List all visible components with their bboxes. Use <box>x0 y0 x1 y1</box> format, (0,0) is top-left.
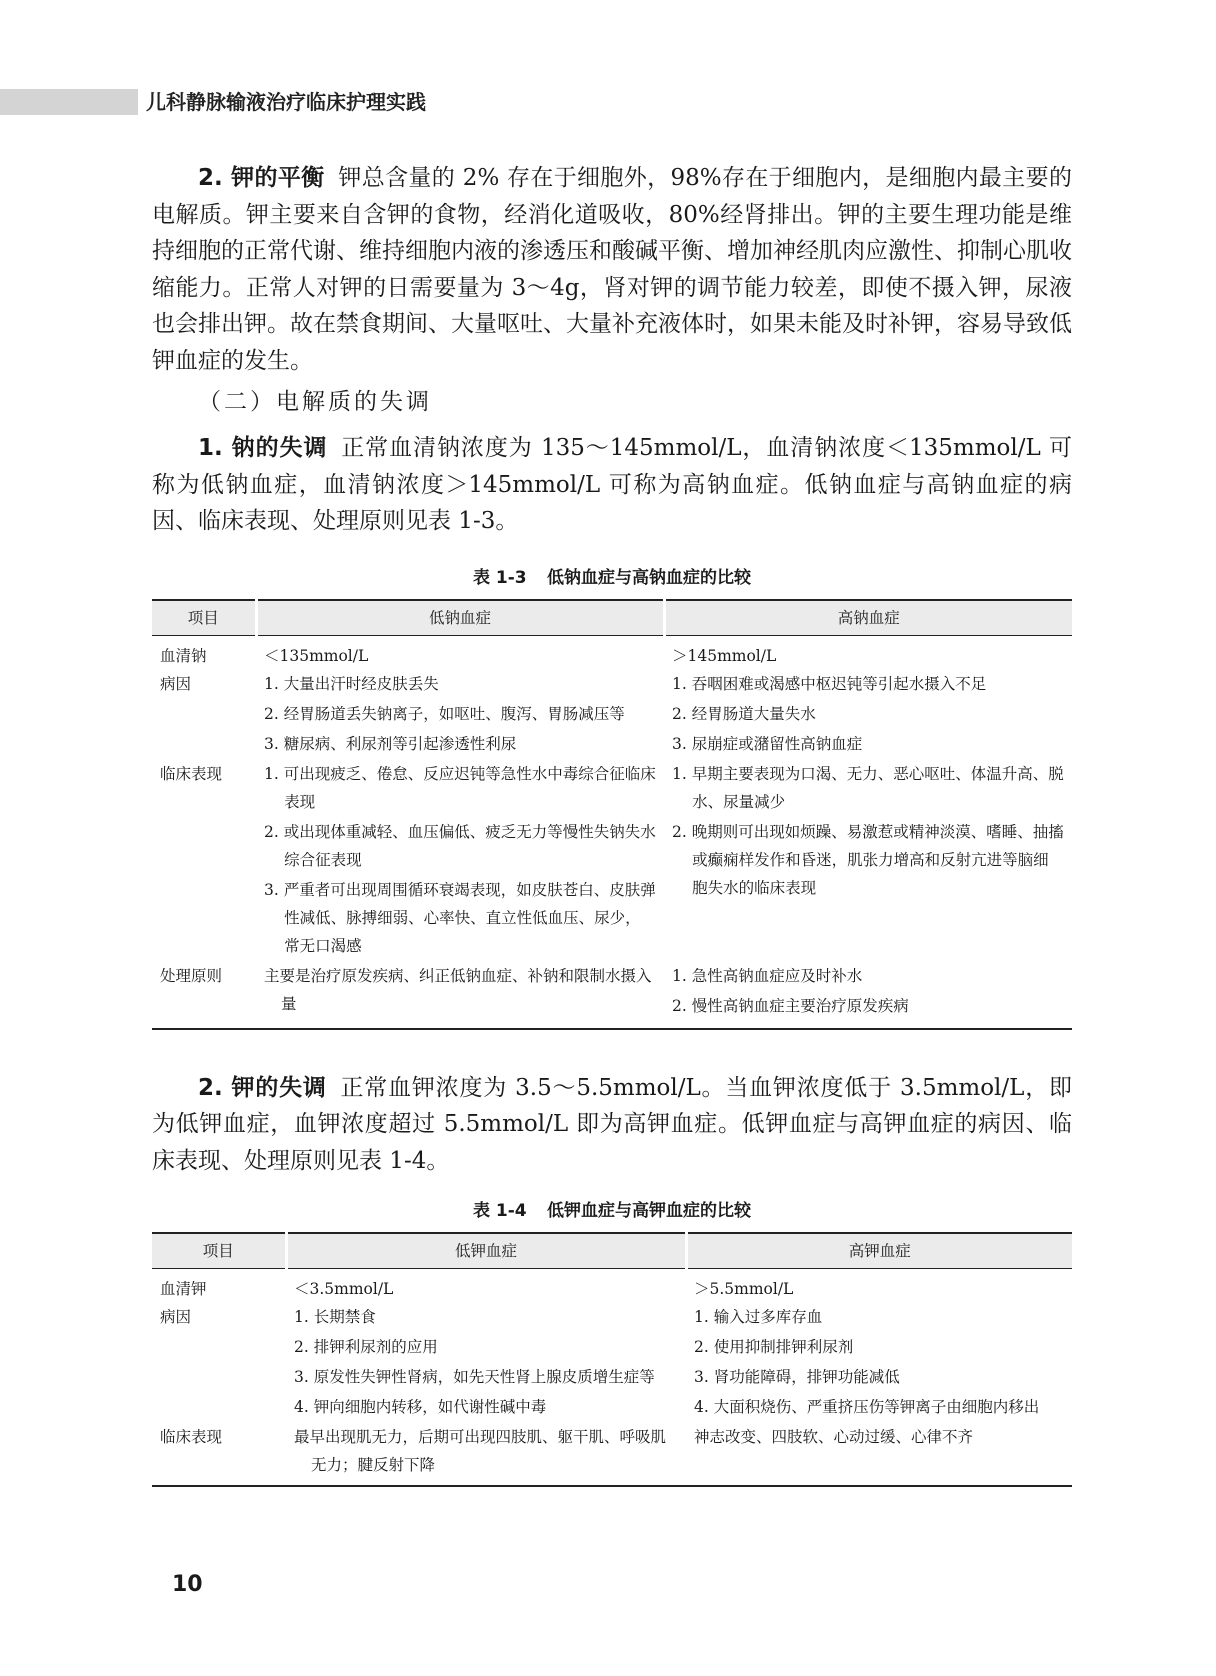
list-item: 3. 尿崩症或潴留性高钠血症 <box>672 734 863 753</box>
paragraph-text: 正常血清钠浓度为 135～145mmol/L，血清钠浓度＜135mmol/L 可称为低钠血症，血清钠浓度＞145mmol/L 可称为高钠血症。低钠血症与高钠血症的病因、临床表现、处理原则见表 1-3。 <box>152 435 1073 534</box>
cell <box>256 962 664 1029</box>
header-cell: 低钾血症 <box>286 1233 686 1269</box>
cell-text: 神志改变、四肢软、心动过缓、心律不齐 <box>694 1428 974 1446</box>
row-label: 血清钾 <box>160 1280 207 1298</box>
table-title: 低钠血症与高钠血症的比较 <box>547 567 752 588</box>
header-cell: 项目 <box>152 600 256 636</box>
paragraph-text: 钾总含量的 2% 存在于细胞外，98%存在于细胞内，是细胞内最主要的电解质。钾主要来自含钾的食物，经消化道吸收，80%经肾排出。钾的主要生理功能是维持细胞的正常代谢、维持细胞内液的渗透压和酸碱平衡、增加神经肌肉应激性、抑制心肌收缩能力。正常人对钾的日需要量为 3～4g，肾对钾的调节能力较差，即使不摄入钾，尿液也会排出钾。故在禁食期间、大量呕吐、大量补充液体时，如果未能及时补钾，容易导致低钾血症的发生。 <box>152 165 1072 374</box>
table-title: 低钾血症与高钾血症的比较 <box>547 1201 752 1221</box>
potassium-balance-paragraph <box>152 160 1072 379</box>
header-cell: 项目 <box>152 1233 286 1269</box>
cell <box>256 670 664 760</box>
running-header-title: 儿科静脉输液治疗临床护理实践 <box>146 90 426 114</box>
table-row <box>152 1423 1072 1486</box>
list-item: 2. 经胃肠道大量失水 <box>672 704 816 723</box>
list-item: 2. 经胃肠道丢失钠离子，如呕吐、腹泻、胃肠减压等 <box>264 704 625 723</box>
list-item: 1. 输入过多库存血 <box>694 1308 823 1326</box>
table-number: 表 1-4 <box>472 1201 527 1221</box>
paragraph-lead: 1. 钠的失调 <box>198 435 328 461</box>
table-header-row <box>152 1233 1072 1269</box>
cell <box>664 962 1072 1029</box>
table-1-4-caption <box>152 1199 1072 1223</box>
list-item: 3. 肾功能障碍，排钾功能减低 <box>694 1368 900 1386</box>
potassium-disorder-paragraph <box>152 1070 1072 1180</box>
cell: ＞145mmol/L <box>672 646 777 665</box>
list-item: 1. 长期禁食 <box>294 1308 376 1326</box>
sodium-disorder-paragraph <box>152 430 1072 540</box>
header-cell: 高钠血症 <box>664 600 1072 636</box>
row-label: 临床表现 <box>160 764 223 783</box>
cell: ＜3.5mmol/L <box>294 1280 394 1298</box>
section-heading: （二）电解质的失调 <box>198 389 432 415</box>
paragraph-lead: 2. 钾的失调 <box>198 1074 327 1101</box>
list-item: 2. 排钾利尿剂的应用 <box>294 1338 438 1356</box>
table-row <box>152 670 1072 760</box>
row-label: 病因 <box>160 674 192 693</box>
row-label: 血清钠 <box>160 646 207 665</box>
list-item: 2. 慢性高钠血症主要治疗原发疾病 <box>672 996 909 1015</box>
list-item: 2. 晚期则可出现如烦躁、易激惹或精神淡漠、嗜睡、抽搐或癫痫样发作和昏迷，肌张力增高和反射亢进等脑细胞失水的临床表现 <box>672 822 1064 897</box>
row-label: 病因 <box>160 1308 192 1326</box>
page-number: 10 <box>172 1572 203 1597</box>
header-cell: 低钠血症 <box>256 600 664 636</box>
paragraph-lead: 2. 钾的平衡 <box>198 165 325 191</box>
page-content <box>152 160 1072 1487</box>
table-row <box>152 635 1072 670</box>
cell <box>686 1303 1072 1423</box>
table-row <box>152 760 1072 962</box>
cell: ＜135mmol/L <box>264 646 369 665</box>
header-cell: 高钾血症 <box>686 1233 1072 1269</box>
list-item: 1. 大量出汗时经皮肤丢失 <box>264 674 439 693</box>
cell <box>664 760 1072 962</box>
list-item: 3. 严重者可出现周围循环衰竭表现，如皮肤苍白、皮肤弹性减低、脉搏细弱、心率快、直立性低血压、尿少，常无口渴感 <box>264 880 656 955</box>
header-bar <box>0 89 138 115</box>
list-item: 1. 急性高钠血症应及时补水 <box>672 966 863 985</box>
list-item: 4. 钾向细胞内转移，如代谢性碱中毒 <box>294 1398 547 1416</box>
list-item: 2. 或出现体重减轻、血压偏低、疲乏无力等慢性失钠失水综合征表现 <box>264 822 656 869</box>
table-1-4 <box>152 1232 1072 1487</box>
table-header-row <box>152 600 1072 636</box>
cell <box>664 670 1072 760</box>
list-item: 1. 吞咽困难或渴感中枢迟钝等引起水摄入不足 <box>672 674 987 693</box>
table-row <box>152 1303 1072 1423</box>
list-item: 3. 原发性失钾性肾病，如先天性肾上腺皮质增生症等 <box>294 1368 655 1386</box>
table-row <box>152 962 1072 1029</box>
table-1-3-caption <box>152 566 1072 590</box>
table-1-3 <box>152 599 1072 1030</box>
list-item: 3. 糖尿病、利尿剂等引起渗透性利尿 <box>264 734 517 753</box>
cell <box>256 760 664 962</box>
cell <box>286 1423 686 1486</box>
cell-text: 最早出现肌无力，后期可出现四肢肌、躯干肌、呼吸肌无力；腱反射下降 <box>294 1428 667 1474</box>
cell <box>686 1423 1072 1486</box>
table-number: 表 1-3 <box>472 567 527 588</box>
cell <box>286 1303 686 1423</box>
cell-text: 主要是治疗原发疾病、纠正低钠血症、补钠和限制水摄入量 <box>264 966 652 1013</box>
list-item: 1. 早期主要表现为口渴、无力、恶心呕吐、体温升高、脱水、尿量减少 <box>672 764 1064 811</box>
list-item: 2. 使用抑制排钾利尿剂 <box>694 1338 854 1356</box>
row-label: 处理原则 <box>152 962 256 1029</box>
table-row <box>152 1269 1072 1304</box>
cell: ＞5.5mmol/L <box>694 1280 794 1298</box>
list-item: 1. 可出现疲乏、倦怠、反应迟钝等急性水中毒综合征临床表现 <box>264 764 656 811</box>
list-item: 4. 大面积烧伤、严重挤压伤等钾离子由细胞内移出 <box>694 1398 1040 1416</box>
row-label: 临床表现 <box>152 1423 286 1486</box>
paragraph-text: 正常血钾浓度为 3.5～5.5mmol/L。当血钾浓度低于 3.5mmol/L，即为低钾血症，血钾浓度超过 5.5mmol/L 即为高钾血症。低钾血症与高钾血症的病因、临床表现、处理原则见表 1-4。 <box>152 1074 1073 1174</box>
